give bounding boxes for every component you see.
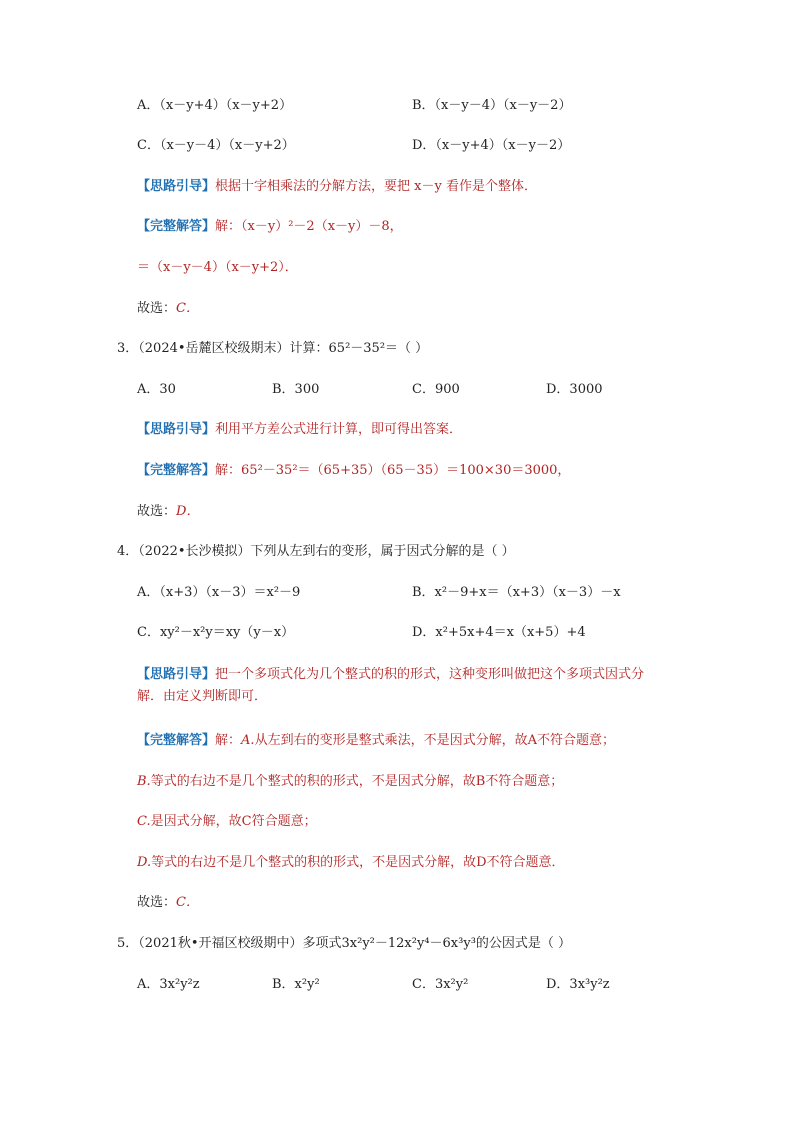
- answer-tag: 【完整解答】: [137, 733, 216, 748]
- q2-option-d[interactable]: D．（x－y+4）（x－y－2）: [412, 138, 571, 153]
- answer-tag: 【完整解答】: [137, 219, 216, 234]
- q4-answer-b: [137, 772, 563, 792]
- q2-answer-line-2: ＝（x－y－4）（x－y+2）．: [137, 260, 298, 275]
- answer-d-letter: D.: [137, 855, 152, 870]
- q5-option-d[interactable]: D．3x³y²z: [546, 977, 610, 992]
- q4-option-c[interactable]: C．xy²－x²y＝xy（y－x）: [137, 625, 295, 640]
- choice-value: C．: [176, 301, 199, 316]
- answer-d-text: 等式的右边不是几个整式的积的形式，不是因式分解，故D不符合题意．: [151, 855, 565, 870]
- hint-tag: 【思路引导】: [137, 667, 216, 682]
- hint-tag: 【思路引导】: [137, 179, 216, 194]
- q5-option-b[interactable]: B．x²y²: [272, 977, 320, 992]
- answer-c-text: 是因式分解，故C符合题意；: [150, 814, 317, 829]
- q5-stem: 5．（2021秋•开福区校级期中）多项式3x²y²－12x²y⁴－6x³y³的公因式是（ ）: [117, 936, 572, 951]
- q5-option-c[interactable]: C．3x²y²: [412, 977, 469, 992]
- q4-stem: 4．（2022•长沙模拟）下列从左到右的变形，属于因式分解的是（ ）: [117, 544, 515, 559]
- q4-hint: [137, 664, 657, 708]
- answer-a-text: 从左到右的变形是整式乘法，不是因式分解，故A不符合题意；: [254, 733, 615, 748]
- answer-a-letter: A.: [241, 733, 255, 748]
- answer-lead: 解：: [215, 733, 242, 748]
- q2-answer: [137, 217, 403, 237]
- hint-text: 根据十字相乘法的分解方法，要把 x－y 看作是个整体．: [215, 179, 537, 194]
- choice-value: C．: [176, 895, 199, 910]
- choose-label: 故选：: [137, 301, 177, 316]
- answer-tag: 【完整解答】: [137, 463, 216, 478]
- q3-option-d[interactable]: D．3000: [546, 382, 603, 397]
- answer-text: 65²－35²＝（65+35）（65－35）＝100×30＝3000，: [241, 463, 571, 478]
- q4-answer-c: [137, 812, 317, 832]
- answer-lead: 解：: [215, 219, 242, 234]
- q4-option-d[interactable]: D．x²+5x+4＝x（x+5）+4: [412, 625, 586, 640]
- choice-value: D．: [176, 504, 200, 519]
- q2-choice: [137, 299, 199, 319]
- q3-choice: [137, 502, 199, 522]
- q3-option-a[interactable]: A．30: [137, 382, 176, 397]
- q4-option-a[interactable]: A．（x+3）（x－3）＝x²－9: [137, 585, 301, 600]
- answer-c-letter: C.: [137, 814, 151, 829]
- q3-hint: [137, 420, 462, 440]
- q2-option-c[interactable]: C．（x－y－4）（x－y+2）: [137, 138, 295, 153]
- q4-answer-d: [137, 853, 565, 873]
- answer-b-text: 等式的右边不是几个整式的积的形式，不是因式分解，故B不符合题意；: [150, 774, 564, 789]
- hint-text: 把一个多项式化为几个整式的积的形式，这种变形叫做把这个多项式因式分解．由定义判断即可．: [137, 667, 645, 704]
- q3-option-c[interactable]: C．900: [412, 382, 460, 397]
- q3-option-b[interactable]: B．300: [272, 382, 320, 397]
- hint-tag: 【思路引导】: [137, 422, 216, 437]
- q5-option-a[interactable]: A．3x²y²z: [137, 977, 200, 992]
- q4-answer: [137, 731, 615, 751]
- choose-label: 故选：: [137, 895, 177, 910]
- q3-answer: [137, 461, 570, 481]
- answer-b-letter: B.: [137, 774, 151, 789]
- answer-lead: 解：: [215, 463, 242, 478]
- q2-option-b[interactable]: B．（x－y－4）（x－y－2）: [412, 98, 572, 113]
- q4-option-b[interactable]: B．x²－9+x＝（x+3）（x－3）－x: [412, 585, 621, 600]
- q3-stem: 3．（2024•岳麓区校级期末）计算：65²－35²＝（ ）: [117, 341, 429, 356]
- hint-text: 利用平方差公式进行计算，即可得出答案．: [215, 422, 463, 437]
- choose-label: 故选：: [137, 504, 177, 519]
- q2-hint: [137, 177, 537, 197]
- q4-choice: [137, 893, 199, 913]
- answer-line-1: （x－y）²－2（x－y）－8，: [241, 219, 403, 234]
- q2-option-a[interactable]: A．（x－y+4）（x－y+2）: [137, 98, 293, 113]
